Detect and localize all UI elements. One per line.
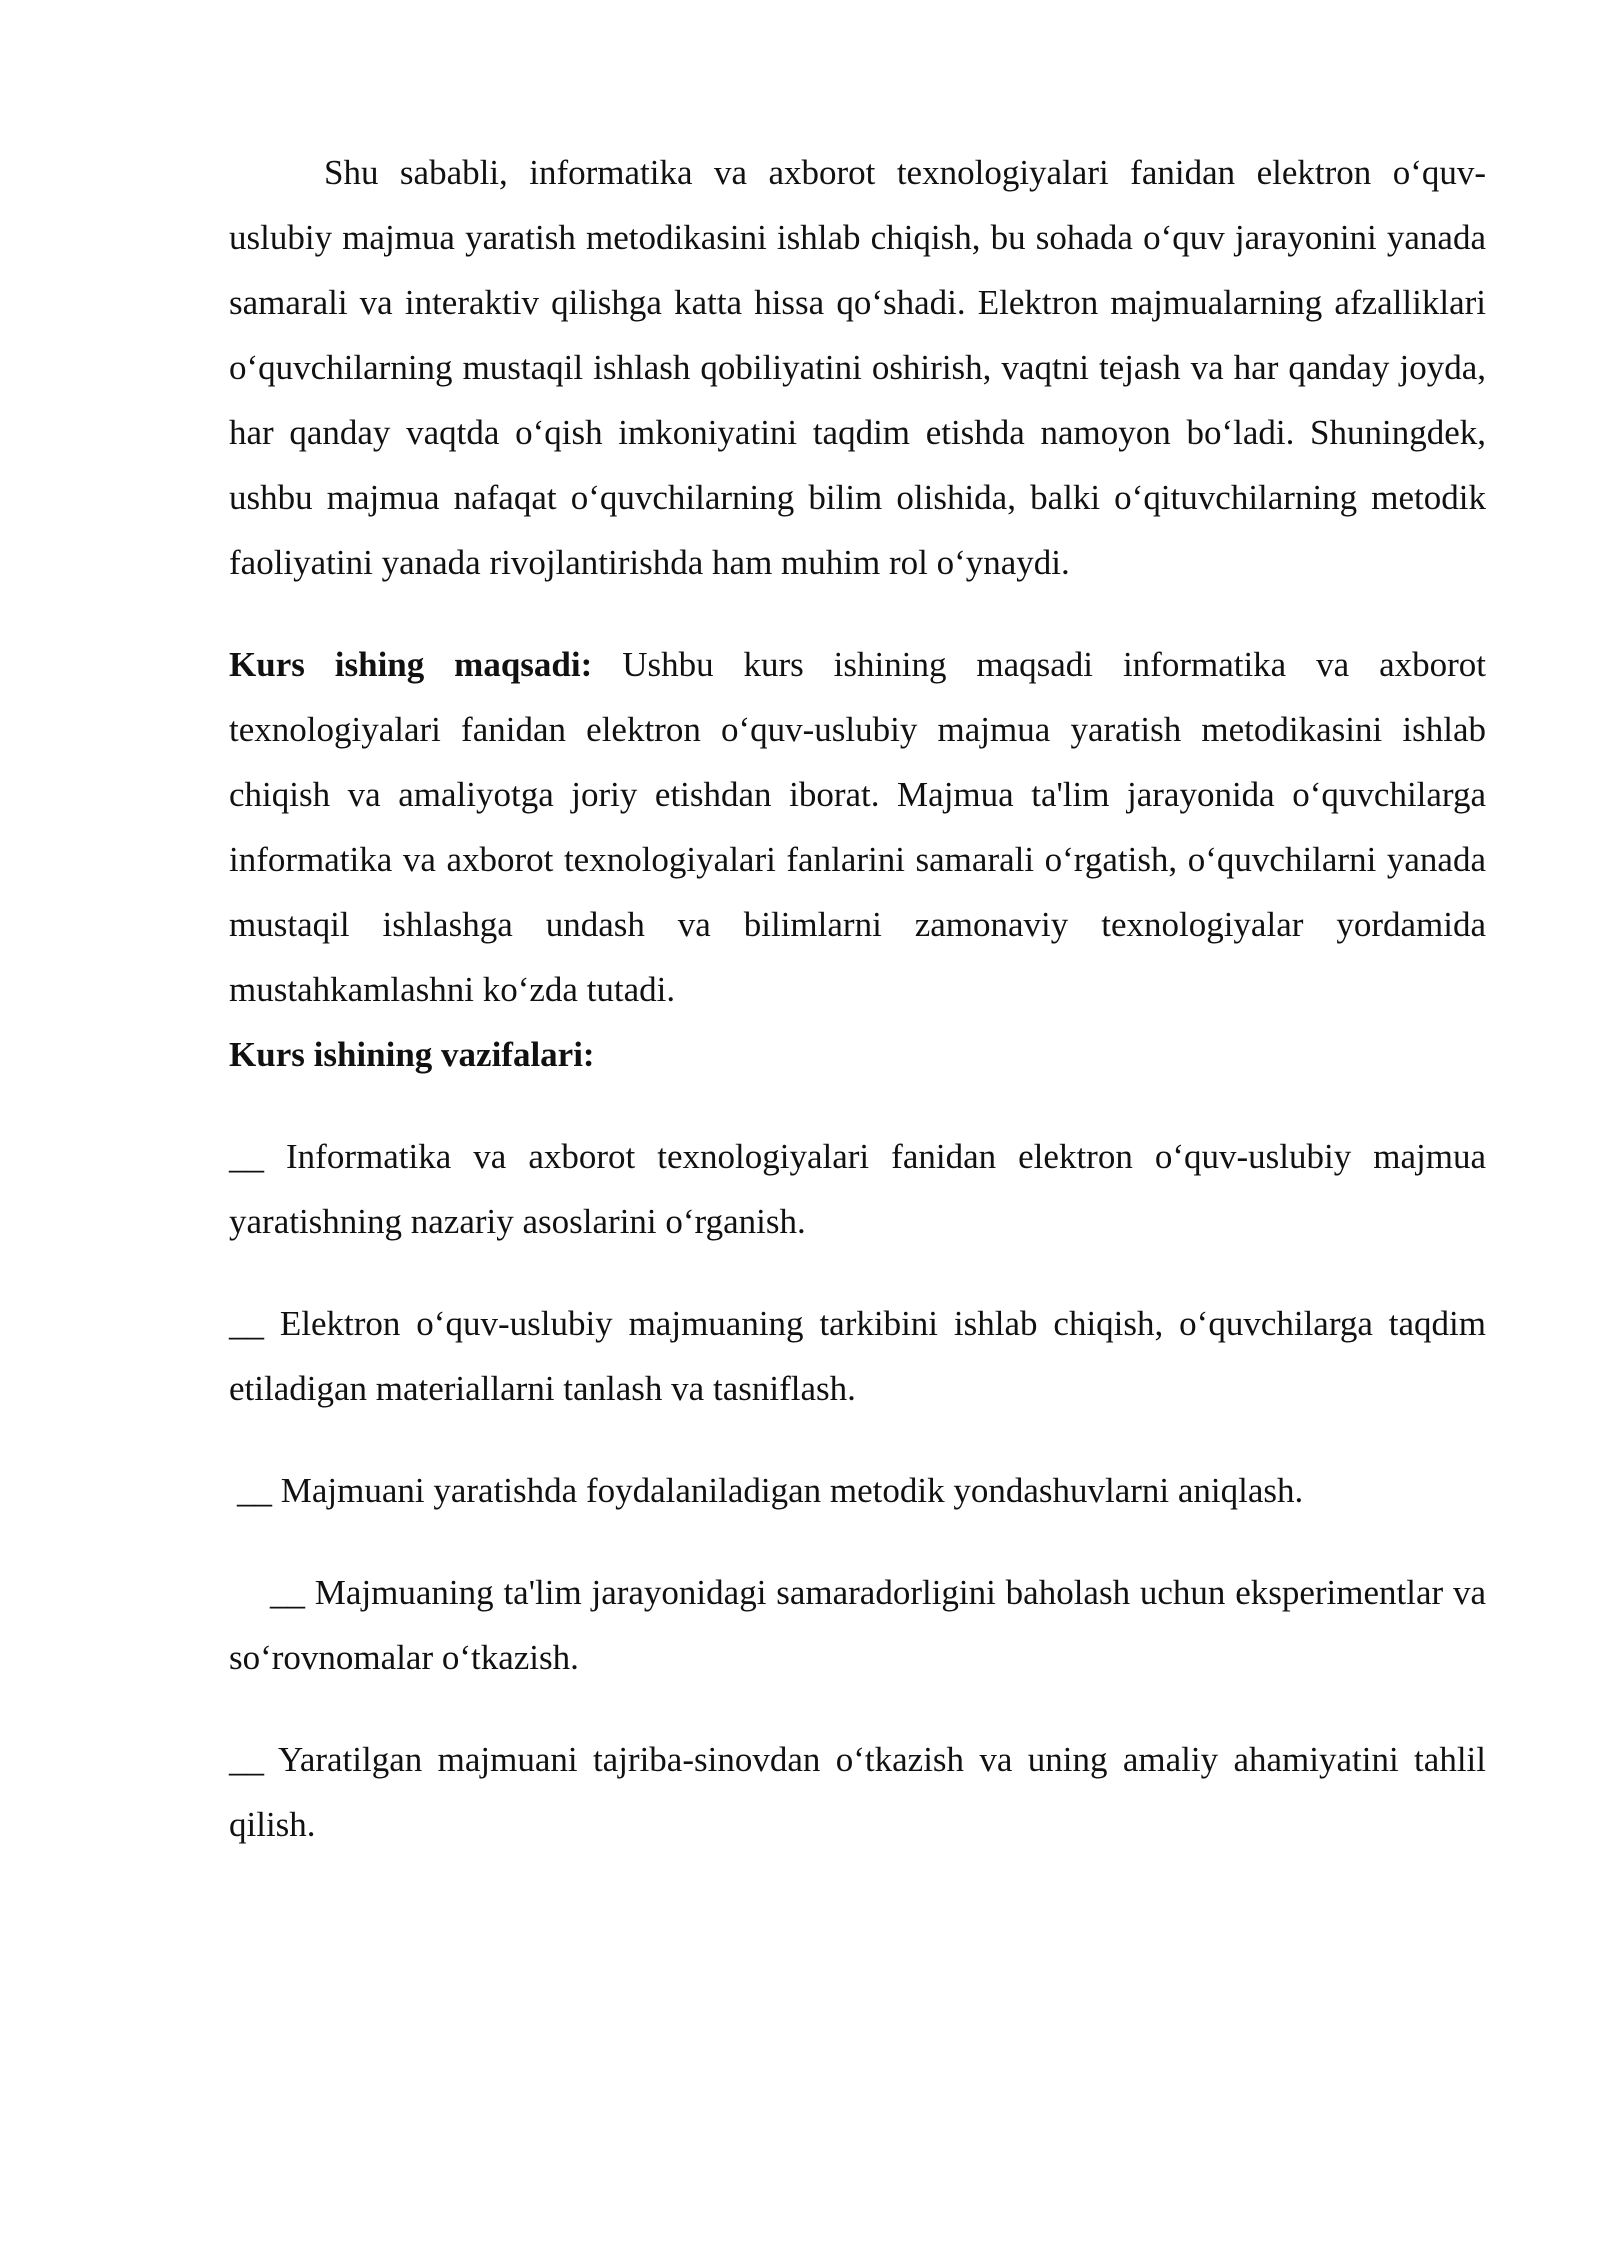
- document-page: [229, 140, 1486, 1857]
- goal-paragraph: [229, 632, 1486, 1022]
- intro-paragraph: Shu sababli, informatika va axborot texnologiyalari fanidan elektron o‘quv-uslubiy majmua yaratish metodikasini ishlab chiqish, bu sohada o‘quv jarayonini yanada samarali va interaktiv qilishga katta hissa qo‘shadi. Elektron majmualarning afzalliklari o‘quvchilarning mustaqil ishlash qobiliyatini oshirish, vaqtni tejash va har qanday joyda, har qanday vaqtda o‘qish imkoniyatini taqdim etishda namoyon bo‘ladi. Shuningdek, ushbu majmua nafaqat o‘quvchilarning bilim olishida, balki o‘qituvchilarning metodik faoliyatini yanada rivojlantirishda ham muhim rol o‘ynaydi.: [229, 153, 1486, 582]
- task-item-2: __ Elektron o‘quv-uslubiy majmuaning tarkibini ishlab chiqish, o‘quvchilarga taqdim etiladigan materiallarni tanlash va tasniflash.: [229, 1304, 1486, 1408]
- task-item-1: __ Informatika va axborot texnologiyalari fanidan elektron o‘quv-uslubiy majmua yaratishning nazariy asoslarini o‘rganish.: [229, 1137, 1486, 1241]
- task-item-5: __ Yaratilgan majmuani tajriba-sinovdan o‘tkazish va uning amaliy ahamiyatini tahlil qilish.: [229, 1740, 1486, 1844]
- goal-label: Kurs ishing maqsadi:: [229, 645, 593, 684]
- task-item-4: __ Majmuaning ta'lim jarayonidagi samaradorligini baholash uchun eksperimentlar va so‘rovnomalar o‘tkazish.: [229, 1573, 1486, 1677]
- tasks-heading: Kurs ishining vazifalari:: [229, 1035, 595, 1074]
- goal-text: Ushbu kurs ishining maqsadi informatika va axborot texnologiyalari fanidan elektron o‘quv-uslubiy majmua yaratish metodikasini ishlab chiqish va amaliyotga joriy etishdan iborat. Majmua ta'lim jarayonida o‘quvchilarga informatika va axborot texnologiyalari fanlarini samarali o‘rgatish, o‘quvchilarni yanada mustaqil ishlashga undash va bilimlarni zamonaviy texnologiyalar yordamida mustahkamlashni ko‘zda tutadi.: [229, 645, 1486, 1009]
- task-item-3: __ Majmuani yaratishda foydalaniladigan metodik yondashuvlarni aniqlash.: [237, 1471, 1304, 1510]
